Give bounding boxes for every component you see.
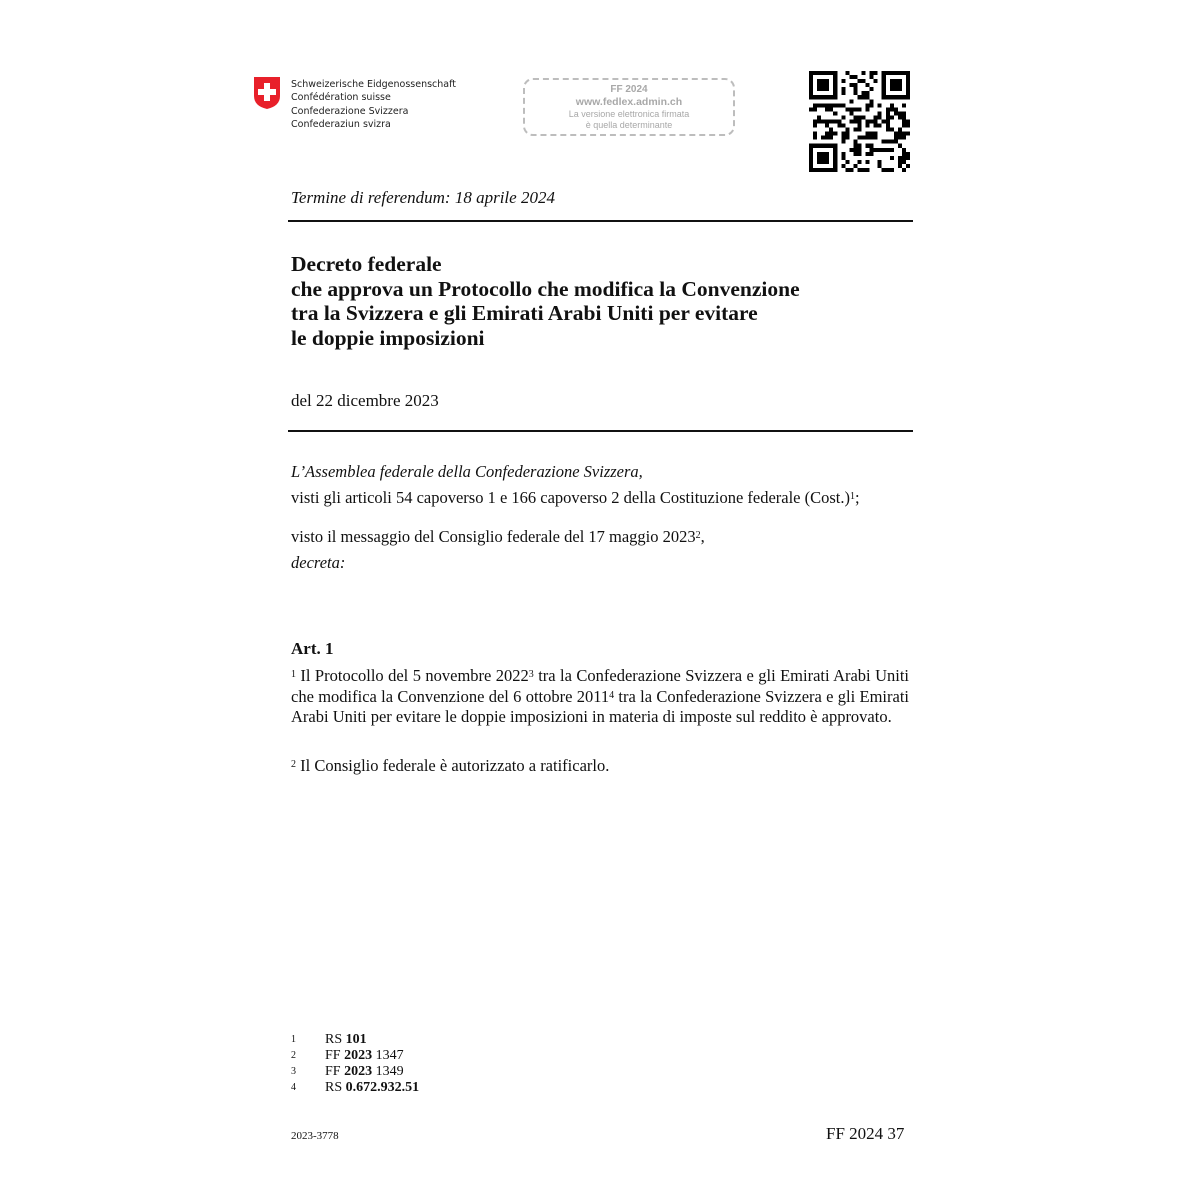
punctuation: ; — [855, 488, 860, 507]
confederation-line: Schweizerische Eidgenossenschaft — [291, 79, 457, 90]
footnote-number: 3 — [291, 1066, 296, 1077]
footnote-number: 2 — [291, 1050, 296, 1061]
confederation-name — [291, 78, 456, 131]
decree-title — [291, 252, 911, 350]
divider — [288, 220, 913, 222]
referendum-deadline: Termine di referendum: 18 aprile 2024 — [291, 188, 555, 207]
preamble-visti-text: visti gli articoli 54 capoverso 1 e 166 capoverso 2 della Costituzione federale (Cost.) — [291, 488, 851, 507]
footnote-bold: 101 — [345, 1032, 367, 1047]
fedlex-stamp — [523, 78, 735, 136]
footnote-bold: 2023 — [344, 1048, 373, 1063]
divider — [288, 430, 913, 432]
footnote-ref: 1 — [850, 491, 856, 502]
footnote-number: 4 — [291, 1082, 296, 1093]
article-heading: Art. 1 — [291, 639, 334, 658]
footnote-prefix: FF — [325, 1064, 345, 1079]
footnote-ref: 2 — [695, 530, 701, 541]
paragraph-text: tra la Confederazione Svizzera e gli Emirati Arabi Uniti che modifica la Convenzione del 6 ottobre 2011 — [291, 666, 909, 706]
title-line: Decreto federale — [291, 252, 442, 276]
stamp-note-1: La versione elettronica firmata — [568, 109, 690, 119]
article-paragraph-1 — [291, 666, 909, 728]
footnote-bold: 0.672.932.51 — [345, 1080, 420, 1095]
footnote — [291, 1080, 419, 1096]
footnote-ref: 3 — [528, 669, 534, 680]
footnote-ref: 4 — [609, 689, 615, 701]
punctuation: , — [700, 527, 705, 546]
paragraph-text: Il Protocollo del 5 novembre 2022 — [296, 666, 529, 685]
footnote — [291, 1048, 404, 1064]
title-line: che approva un Protocollo che modifica la Convenzione — [291, 276, 800, 301]
stamp-edition: FF 2024 — [610, 84, 648, 95]
footnote-bold: 2023 — [344, 1064, 373, 1079]
footnote — [291, 1032, 367, 1048]
stamp-note-2: è quella determinante — [585, 120, 673, 130]
title-line: le doppie imposizioni — [291, 325, 485, 350]
footnote-prefix: RS — [325, 1080, 346, 1095]
preamble-decreta: decreta: — [291, 553, 346, 572]
preamble-visto — [291, 527, 911, 547]
footnote — [291, 1064, 404, 1080]
confederation-line: Confederazione Svizzera — [291, 105, 409, 117]
title-line: tra la Svizzera e gli Emirati Arabi Uniti per evitare — [291, 301, 758, 325]
document-number: 2023-3778 — [291, 1130, 339, 1142]
page-reference: FF 2024 37 — [826, 1124, 905, 1143]
footnote-prefix: RS — [325, 1032, 346, 1047]
paragraph-text: Il Consiglio federale è autorizzato a ratificarlo. — [296, 756, 610, 775]
footnote-suffix: 1349 — [372, 1064, 404, 1079]
paragraph-number: 2 — [291, 759, 296, 770]
footnote-prefix: FF — [325, 1048, 345, 1063]
footnote-suffix: 1347 — [372, 1048, 404, 1063]
swiss-flag-icon — [253, 76, 281, 110]
preamble-visti — [291, 488, 911, 508]
preamble-visto-text: visto il messaggio del Consiglio federale del 17 maggio 2023 — [291, 527, 696, 546]
paragraph-number: 1 — [291, 669, 296, 680]
article-paragraph-2 — [291, 756, 909, 777]
footnote-number: 1 — [291, 1034, 296, 1045]
qr-code-icon — [809, 71, 910, 172]
preamble-assembly: L’Assemblea federale della Confederazione Svizzera, — [291, 462, 643, 481]
paragraph-text: tra la Confederazione Svizzera e gli Emirati Arabi Uniti per evitare le doppie imposizioni in materia di imposte sul reddito è approvato. — [291, 686, 909, 726]
stamp-url: www.fedlex.admin.ch — [575, 96, 683, 108]
confederation-line: Confédération suisse — [291, 92, 391, 104]
decree-date: del 22 dicembre 2023 — [291, 391, 439, 410]
confederation-line: Confederaziun svizra — [291, 118, 391, 130]
